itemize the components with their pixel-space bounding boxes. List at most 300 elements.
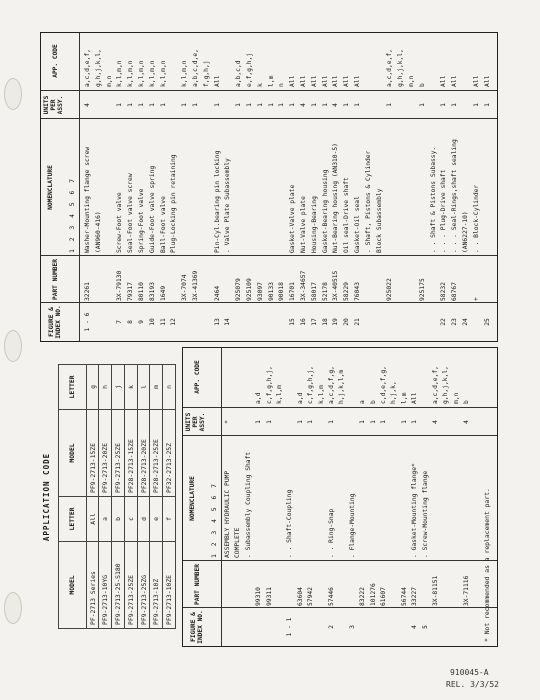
parts-row [342, 33, 352, 341]
part-number-cell: 76043 [354, 282, 361, 301]
header-figure: FIGURE & INDEX NO. [190, 610, 204, 644]
app-code-cell: All [289, 75, 297, 87]
application-code-row [163, 365, 176, 629]
part-number-cell: 925079 [235, 278, 243, 301]
parts-row [244, 348, 254, 646]
application-code-row [112, 365, 125, 629]
units-cell: 1 [418, 103, 426, 107]
parts-row [254, 348, 264, 646]
parts-row [265, 348, 275, 646]
parts-row [431, 348, 441, 646]
header-nomenclature: NOMENCLATURE [189, 476, 196, 521]
model-cell: PF9-2713-20ZE [99, 409, 112, 496]
model-cell: PF9-2713-10ZE [163, 541, 176, 628]
app-code-cell: a,c,d,f,g, [328, 366, 335, 404]
application-code-row [137, 365, 150, 629]
parts-row [234, 33, 244, 341]
figure-cell: 7 [116, 320, 124, 324]
part-number-cell: 3X-79130 [116, 270, 124, 301]
nomenclature-cell: Block Subassembly [375, 188, 383, 253]
figure-cell: 10 [148, 318, 156, 326]
part-number-cell: 3X-41369 [192, 270, 199, 301]
model-cell: PF28-2713-15ZE [124, 409, 137, 496]
figure-cell: 22 [440, 318, 448, 326]
units-cell: 1 [235, 103, 243, 107]
units-cell: 1 [380, 420, 387, 424]
app-code-cell: All [213, 75, 221, 87]
app-code-cell: k,l,m,n [181, 60, 189, 87]
part-number-cell: 57446 [328, 587, 335, 606]
figure-cell: 1 - 1 [286, 617, 294, 637]
app-code-cell: k,l,m,n [127, 60, 135, 87]
parts-row [202, 33, 212, 341]
letter-cell: e [150, 497, 163, 542]
model-cell: PF9-2713-15ZE [86, 409, 99, 496]
parts-row [137, 33, 147, 341]
letter-cell: m [150, 365, 163, 410]
model-cell: PF-2713 Series [86, 541, 99, 628]
parts-row [389, 348, 399, 646]
parts-row [94, 33, 104, 341]
letter-cell: All [86, 497, 99, 542]
app-code-cell: m,n [452, 392, 460, 404]
units-cell: 1 [148, 103, 156, 107]
units-cell: 1 [116, 103, 124, 107]
figure-cell: 14 [224, 318, 232, 326]
part-number-cell: 3X-7074 [181, 274, 189, 301]
figure-cell: 3 [348, 625, 356, 629]
app-code-cell: l,m [400, 392, 408, 404]
app-code-cell: g,h,j,k,l, [94, 49, 102, 87]
nomenclature-cell: (AN960-416) [94, 211, 102, 253]
app-code-cell: k,l,m,n [138, 60, 145, 87]
parts-row [105, 33, 115, 341]
figure-cell: 15 [289, 318, 297, 326]
footnote: * Not recommended as a replacement part. [483, 488, 491, 642]
model-cell: PF9-2713-25ZE [112, 409, 125, 496]
nomenclature-cell: Nut-Valve plate [300, 196, 307, 253]
units-cell: 1 [440, 103, 448, 107]
figure-cell: 8 [127, 320, 135, 324]
header-figure: FIGURE & INDEX NO. [48, 305, 62, 339]
header-part: PART NUMBER [52, 259, 59, 300]
app-code-cell: All [451, 75, 459, 87]
parts-row [180, 33, 190, 341]
right-parts-table [40, 32, 498, 342]
app-code-cell: All [354, 75, 361, 87]
application-code-table [58, 364, 176, 629]
model-cell: PF9-2713-25ZE [124, 541, 137, 628]
right-panel [40, 32, 498, 342]
app-code-cell: n [278, 83, 286, 87]
letter-cell: c [124, 497, 137, 542]
letter-cell: h [99, 365, 112, 410]
parts-row [407, 33, 417, 341]
units-cell: * [224, 420, 231, 424]
parts-row [353, 33, 363, 341]
figure-cell: 25 [483, 318, 491, 326]
part-number-cell: 56744 [400, 587, 408, 606]
header-app-code: APP. CODE [52, 44, 59, 78]
rotated-parts-sheet [40, 32, 498, 647]
letter-cell: g [86, 365, 99, 410]
units-cell: 1 [138, 103, 145, 107]
parts-row [369, 348, 379, 646]
header-rule [221, 348, 222, 646]
part-number-cell: 2464 [213, 285, 221, 301]
units-cell: 1 [246, 103, 253, 107]
header-units: UNITS PER ASSY. [185, 412, 206, 432]
units-cell: 1 [181, 103, 189, 107]
nomenclature-cell: . Shaft, Pistons & Cylinder [364, 150, 372, 253]
letter-cell: a [99, 497, 112, 542]
figure-cell: 12 [170, 318, 178, 326]
units-cell: 1 [359, 420, 367, 424]
units-cell: 1 [354, 103, 361, 107]
units-cell: 1 [472, 103, 480, 107]
app-code-cell: m,n [105, 75, 113, 87]
part-number-cell: 61607 [380, 587, 387, 606]
nomenclature-cell: COMPLETE [234, 527, 242, 558]
header-model: MODEL [59, 409, 87, 496]
left-panel [40, 347, 498, 647]
units-cell: 4 [432, 420, 439, 424]
parts-row [126, 33, 136, 341]
part-number-cell: 90018 [278, 282, 286, 301]
header-part: PART NUMBER [194, 564, 201, 605]
figure-cell: 2 [328, 625, 335, 629]
units-cell: 1 [483, 103, 491, 107]
units-cell: 1 [267, 103, 275, 107]
part-number-cell: 99311 [265, 587, 273, 606]
parts-row [379, 348, 389, 646]
parts-row [267, 33, 277, 341]
units-cell: 1 [213, 103, 221, 107]
units-cell: 1 [296, 420, 304, 424]
app-code-cell: All [472, 75, 480, 87]
parts-row [462, 348, 472, 646]
application-code-title: APPLICATION CODE [42, 452, 51, 542]
part-number-cell: 3X-71116 [463, 575, 471, 606]
app-code-cell: k [256, 83, 264, 87]
parts-row [288, 33, 298, 341]
app-code-cell: c,d,e,f,g, [380, 366, 387, 404]
app-code-cell: All [440, 75, 448, 87]
parts-row [159, 33, 169, 341]
nomenclature-cell: . . Shaft-Coupling [286, 489, 294, 558]
app-code-cell: f,g,h,j [202, 60, 210, 87]
figure-cell: 1 - 6 [84, 312, 91, 332]
part-number-cell: 52178 [321, 282, 329, 301]
units-cell: 1 [310, 103, 318, 107]
model-cell: PF9-2713-10Z [150, 541, 163, 628]
punch-hole [4, 78, 22, 110]
parts-row [441, 348, 451, 646]
units-cell: 1 [192, 103, 199, 107]
units-cell: 1 [328, 420, 335, 424]
nomenclature-cell: (AN6227-10) [462, 211, 469, 253]
part-number-cell: 33227 [411, 587, 419, 606]
parts-row [306, 348, 316, 646]
app-code-cell: a,c,d,e,f, [84, 49, 91, 87]
nomenclature-cell: Ball-Foot valve [159, 196, 167, 253]
part-number-cell: 83222 [359, 587, 367, 606]
figure-cell: 18 [321, 318, 329, 326]
app-code-cell: a,c,d,e,f, [386, 49, 394, 87]
app-code-cell: b [463, 400, 471, 404]
figure-cell: 5 [421, 625, 429, 629]
parts-row [223, 348, 233, 646]
units-cell: 4 [300, 103, 307, 107]
punch-hole [4, 330, 22, 362]
figure-cell: 23 [451, 318, 459, 326]
letter-cell: l [137, 365, 150, 410]
parts-row [321, 33, 331, 341]
part-number-cell: 925022 [386, 278, 394, 301]
nomenclature-cell: . Flange-Mounting [348, 493, 356, 558]
app-code-cell: a,d [255, 392, 263, 404]
parts-row [385, 33, 395, 341]
part-number-cell: 79317 [127, 282, 135, 301]
nomenclature-cell: Guide-Foot valve spring [148, 165, 156, 253]
units-cell: 1 [159, 103, 167, 107]
app-code-cell: k,l,m,n [148, 60, 156, 87]
parts-row [148, 33, 158, 341]
parts-row [169, 33, 179, 341]
app-code-cell: k,l,m [317, 385, 325, 404]
app-code-cell: All [483, 75, 491, 87]
app-code-cell: e,f,g,h,j [246, 52, 253, 87]
part-number-cell: 925175 [418, 278, 426, 301]
parts-row [285, 348, 295, 646]
app-code-cell: k,l,m,n [159, 60, 167, 87]
parts-row [296, 348, 306, 646]
parts-row [400, 348, 410, 646]
nomenclature-cell: . Gasket-Mounting flange* [411, 463, 419, 558]
part-number-cell: 58229 [343, 282, 351, 301]
indent-digits: 1 2 3 4 5 6 7 [68, 176, 76, 253]
units-cell: 1 [256, 103, 264, 107]
nomenclature-cell: Gasket-Bearing housing [321, 169, 329, 253]
letter-cell: n [163, 365, 176, 410]
app-code-cell: k,l,m,n [116, 60, 124, 87]
part-number-cell: 58232 [440, 282, 448, 301]
parts-row [375, 33, 385, 341]
part-number-cell: 83193 [148, 282, 156, 301]
app-code-cell: All [310, 75, 318, 87]
parts-row [450, 33, 460, 341]
part-number-cell: 1649 [159, 285, 167, 301]
units-cell: 1 [255, 420, 263, 424]
nomenclature-cell: . Subassembly Coupling Shaft [244, 451, 252, 558]
release-date: REL. 3/3/52 [446, 680, 499, 689]
header-rule [79, 33, 80, 341]
left-parts-table [182, 347, 498, 647]
app-code-cell: g,h,j,k,l, [442, 366, 450, 404]
parts-row [277, 33, 287, 341]
nomenclature-cell: Gasket-Valve plate [289, 184, 297, 253]
units-cell: 1 [386, 103, 394, 107]
app-code-cell: k,l,m [276, 385, 283, 404]
parts-row [317, 348, 327, 646]
app-code-cell: g,h,j,k,l, [397, 49, 405, 87]
application-code-row [124, 365, 137, 629]
nomenclature-cell: Seal-Foot valve screw [127, 173, 135, 253]
parts-row [396, 33, 406, 341]
parts-row [410, 348, 420, 646]
model-cell: PF28-2713-25ZE [150, 409, 163, 496]
app-code-cell: c,f,g,h,j, [265, 366, 273, 404]
app-code-cell: All [343, 75, 351, 87]
parts-row [421, 348, 431, 646]
parts-row [483, 33, 493, 341]
model-cell: PF9-2713-25-S180 [112, 541, 125, 628]
figure-cell: 19 [332, 318, 340, 326]
document-code: 910045-A [450, 668, 489, 677]
part-number-cell: 925109 [246, 278, 253, 301]
nomenclature-cell: Gasket-Oil seal [354, 196, 361, 253]
figure-cell: 24 [462, 318, 469, 326]
nomenclature-cell: . . Ring-Snap [328, 508, 335, 558]
parts-row [213, 33, 223, 341]
figure-cell: 11 [159, 318, 167, 326]
app-code-cell: All [300, 75, 307, 87]
model-cell: PF28-2713-20ZE [137, 409, 150, 496]
figure-cell: 17 [310, 318, 318, 326]
figure-cell: 16 [300, 318, 307, 326]
app-code-cell: All [332, 75, 340, 87]
nomenclature-cell: Oil seal-Drive shaft [343, 177, 351, 253]
nomenclature-cell: Spring-Foot valve [138, 188, 145, 253]
units-cell: 1 [343, 103, 351, 107]
nomenclature-cell: . Valve Plate Subassembly [224, 158, 232, 253]
parts-row [191, 33, 201, 341]
parts-row [439, 33, 449, 341]
parts-row [452, 348, 462, 646]
app-code-cell: h,j,k,l,m [338, 369, 346, 404]
parts-row [418, 33, 428, 341]
nomenclature-cell: Plug-Locking pin retaining [170, 154, 178, 253]
units-cell: 1 [321, 103, 329, 107]
app-code-cell: b [369, 400, 377, 404]
app-code-cell: h,j,k, [390, 381, 398, 404]
nomenclature-cell: . Screw-Mounting flange [421, 470, 429, 558]
parts-row [256, 33, 266, 341]
parts-row [327, 348, 337, 646]
part-number-cell: 90133 [267, 282, 275, 301]
model-cell: PF9-2713-10YG [99, 541, 112, 628]
parts-row [348, 348, 358, 646]
app-code-cell: a,c,d,e,f, [432, 366, 439, 404]
header-units: UNITS PER ASSY. [43, 95, 64, 115]
part-number-cell: + [472, 297, 480, 301]
header-app-code: APP. CODE [194, 360, 201, 394]
parts-row [364, 33, 374, 341]
app-code-cell: a [359, 400, 367, 404]
nomenclature-cell: ASSEMBLY HYDRAULIC PUMP [224, 470, 231, 558]
units-cell: 1 [278, 103, 286, 107]
part-number-cell: 68767 [451, 282, 459, 301]
letter-cell: j [112, 365, 125, 410]
app-code-cell: a,b,c,d,e, [192, 49, 199, 87]
app-code-cell: a,d [296, 392, 304, 404]
parts-row [461, 33, 471, 341]
parts-row [299, 33, 309, 341]
nomenclature-cell: Housing-Bearing [310, 196, 318, 253]
letter-cell: d [137, 497, 150, 542]
units-cell: 1 [307, 420, 315, 424]
nomenclature-cell: Nut-Bearing housing (AN310-5) [332, 143, 340, 253]
app-code-cell: l,m [267, 75, 275, 87]
figure-cell: 4 [411, 625, 419, 629]
part-number-cell: 3X-40515 [332, 270, 340, 301]
part-number-cell: 99310 [255, 587, 263, 606]
part-number-cell: 3X-81151 [432, 575, 439, 606]
application-code-row [99, 365, 112, 629]
header-letter: LETTER [59, 497, 87, 542]
units-cell: 1 [289, 103, 297, 107]
units-cell: 1 [411, 420, 419, 424]
nomenclature-cell: Washer-Mounting flange screw [84, 146, 91, 253]
part-number-cell: 32261 [84, 282, 91, 301]
application-code-row [150, 365, 163, 629]
parts-row [337, 348, 347, 646]
model-cell: PF9-2713-25ZG [137, 541, 150, 628]
figure-cell: 20 [343, 318, 351, 326]
parts-row [275, 348, 285, 646]
units-cell: 1 [400, 420, 408, 424]
parts-row [358, 348, 368, 646]
part-number-cell: 58017 [310, 282, 318, 301]
punch-hole [4, 592, 22, 624]
nomenclature-cell: Pin-Cyl.bearing pin locking [213, 150, 221, 253]
part-number-cell: 80110 [138, 282, 145, 301]
app-code-cell: All [321, 75, 329, 87]
model-cell: PF32-2713-25Z [163, 409, 176, 496]
letter-cell: k [124, 365, 137, 410]
application-code-header [59, 365, 87, 629]
units-cell: 1 [451, 103, 459, 107]
indent-digits: 1 2 3 4 5 6 7 [210, 481, 218, 558]
nomenclature-cell: . . Shaft & Pistons Subassy. [429, 146, 437, 253]
nomenclature-cell: . . Block-Cylinder [472, 184, 480, 253]
header-model: MODEL [59, 541, 87, 628]
parts-row [245, 33, 255, 341]
part-number-cell: 3X-34657 [300, 270, 307, 301]
nomenclature-cell: . . . Seal-Rings,shaft sealing [451, 139, 459, 253]
app-code-cell: m,n [408, 75, 415, 87]
letter-cell: f [163, 497, 176, 542]
application-code-row [86, 365, 99, 629]
part-number-cell: 57942 [307, 587, 315, 606]
app-code-cell: All [411, 392, 419, 404]
nomenclature-cell: Screw-Foot valve [116, 192, 124, 253]
application-code-body [86, 365, 175, 629]
header-nomenclature: NOMENCLATURE [47, 165, 54, 210]
app-code-cell: b [418, 83, 426, 87]
units-cell: 1 [369, 420, 377, 424]
part-number-cell: 93097 [256, 282, 264, 301]
parts-row [115, 33, 125, 341]
part-number-cell: 16701 [289, 282, 297, 301]
parts-row [233, 348, 243, 646]
nomenclature-cell: . . . Plug-Drive shaft [440, 169, 448, 253]
parts-row [310, 33, 320, 341]
units-cell: 4 [84, 103, 91, 107]
units-cell: 1 [265, 420, 273, 424]
figure-cell: 13 [213, 318, 221, 326]
parts-row [472, 33, 482, 341]
